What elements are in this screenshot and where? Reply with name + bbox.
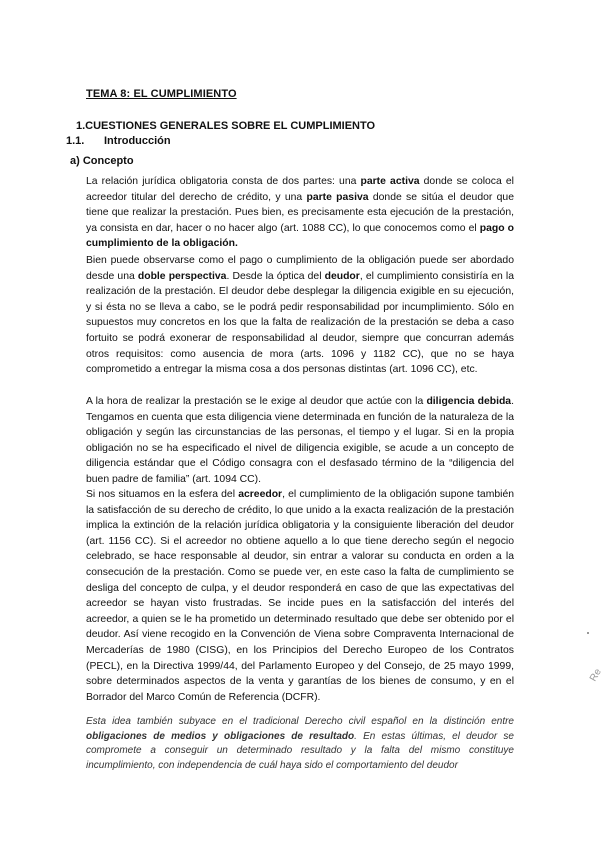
paragraph-3 [86,394,514,488]
text-run: . En estas últimas, el deudor se compromete a conseguir un determinado resultado y la falta del mismo constituye incumplimiento, con independencia de cuál haya sido el comportamiento del deudor [86,730,514,771]
text-run: donde se coloca el acreedor titular del derecho de crédito, y una [86,176,514,203]
paragraph-1 [86,174,514,252]
text-run: , el cumplimiento consistiría en la realización de la prestación. El deudor debe desplegar la diligencia exigible en su ejecución, y si ésta no se lleva a cabo, se le podrá pedir responsabilidad por incumplimiento. Sólo en supuestos muy concretos en los que la falta de realización de la prestación se deba a caso fortuito se podrá exonerar de responsabilidad al deudor, siempre que concurran además otros requisitos: como ausencia de mora (arts. 1096 y 1182 CC), que no se haya comprometido a entregar la misma cosa a dos personas distintas (art. 1096 CC), etc. [86,270,514,376]
bold-text-run: doble perspectiva [137,270,227,282]
paragraph-5 [86,715,514,773]
text-run: Esta idea también subyace en el tradicional Derecho civil español en la distinción entre [86,716,514,727]
bold-text-run: pago o cumplimiento de la obligación. [86,222,514,250]
concept-heading: a) Concepto [70,155,134,167]
text-run: . Tengamos en cuenta que esta diligencia viene determinada en función de la naturaleza de la obligación y según las circunstancias de las personas, el tiempo y el lugar. Si en la propia obligación no se ha especificado el nivel de diligencia exigible, se acude a un concepto de diligencia estándar que el Código consagra con el desfasado término de la “diligencia del buen padre de familia” (art. 1094 CC). [86,396,514,485]
bold-text-run: obligaciones de medios y obligaciones de resultado [86,730,355,742]
text-run: La relación jurídica obligatoria consta de dos partes: una [86,176,361,187]
page-title: TEMA 8: EL CUMPLIMIENTO [86,88,237,100]
subsection-label: Introducción [104,135,171,147]
paragraph-4 [86,487,514,705]
text-run: A la hora de realizar la prestación se le exige al deudor que actúe con la [86,396,427,407]
text-run: . Desde la óptica del [226,270,325,282]
margin-mark [587,632,589,634]
bold-text-run: deudor [324,270,360,282]
bold-text-run: parte activa [360,176,420,187]
bold-text-run: parte pasiva [306,191,369,203]
subsection-heading [66,135,171,147]
text-run: Si nos situamos en la esfera del [86,489,239,500]
paragraph-2 [86,253,514,378]
bold-text-run: diligencia debida [426,396,512,407]
section-heading: 1.CUESTIONES GENERALES SOBRE EL CUMPLIMIENTO [76,120,376,132]
subsection-number: 1.1. [66,135,85,147]
bold-text-run: acreedor [238,489,283,500]
text-run: donde se sitúa el deudor que tiene que realizar la prestación. Pues bien, es precisamente esta ejecución de la prestación, ya consista en dar, hacer o no hacer algo (art. 1088 CC), lo que conocemos como el [86,191,514,234]
text-run: , el cumplimiento de la obligación supone también la satisfacción de su derecho de crédito, lo que unido a la exacta realización de la prestación implica la extinción de la relación jurídica obligatoria y la consiguiente liberación del deudor (art. 1156 CC). Si el acreedor no obtiene aquello a lo que tiene derecho según el negocio celebrado, se hace responsable al deudor, sin entrar a valorar su conducta en orden a la consecución de la prestación. Como se puede ver, en este caso la falta de cumplimiento se desliga del concepto de culpa, y el deudor responderá en caso de que las expectativas del acreedor se hayan visto frustradas. Se incide pues en la satisfacción del interés del acreedor, a quien se le ha prometido un determinado resultado que debe ser obtenido por el deudor. Así viene recogido en la Convención de Viena sobre Compraventa Internacional de Mercaderías de 1980 (CISG), en los Principios del Derecho Europeo de los Contratos (PECL), en la Directiva 1999/44, del Parlamento Europeo y del Consejo, de 25 mayo 1999, sobre determinados aspectos de la venta y garantías de los bienes de consumo, y en el Borrador del Marco Común de Referencia (DCFR). [86,489,514,703]
side-watermark-text: Re [588,666,604,684]
text-run: Bien puede observarse como el pago o cumplimiento de la obligación puede ser abordado desde una [86,255,514,282]
